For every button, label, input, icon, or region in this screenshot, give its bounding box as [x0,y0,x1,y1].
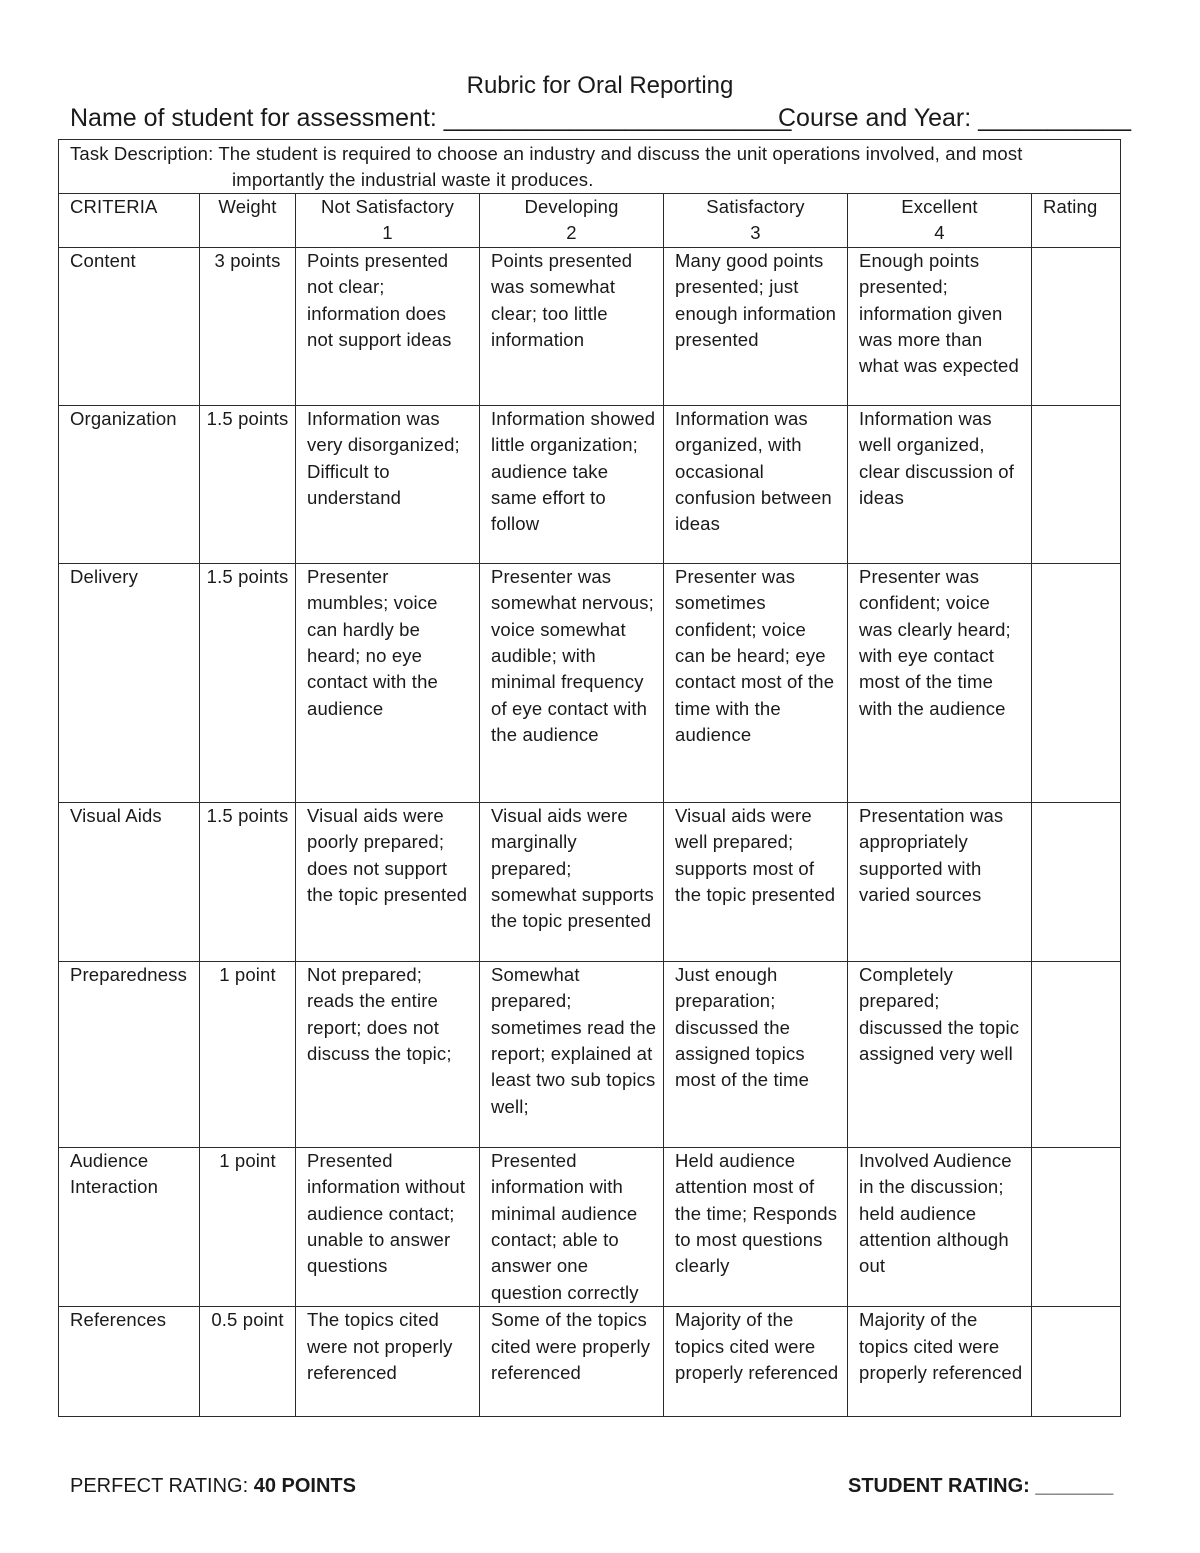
header-weight: Weight [200,194,296,248]
criteria-name: Preparedness [59,961,200,1147]
level-score: 1 [382,222,393,244]
rating-cell[interactable] [1032,961,1121,1147]
header-developing [480,194,664,248]
student-info-line [70,104,1132,138]
criteria-row [59,961,1121,1147]
rating-cell[interactable] [1032,405,1121,563]
level-description: Presentation was appropriately supported with varied sources [848,802,1032,961]
criteria-weight: 0.5 point [200,1307,296,1417]
level-score: 2 [566,222,577,244]
level-score: 3 [750,222,761,244]
level-description: Presenter was somewhat nervous; voice somewhat audible; with minimal frequency of eye contact with the audience [480,563,664,802]
criteria-name: Content [59,247,200,405]
rating-cell[interactable] [1032,802,1121,961]
level-label: Developing [524,196,619,217]
criteria-name: Organization [59,405,200,563]
level-description: Some of the topics cited were properly referenced [480,1307,664,1417]
course-year-field[interactable]: Course and Year: ___________ [778,104,1132,132]
perfect-rating-value: 40 POINTS [253,1475,356,1497]
level-description: Information was organized, with occasional confusion between ideas [664,405,848,563]
level-description: Presenter mumbles; voice can hardly be heard; no eye contact with the audience [296,563,480,802]
level-description: Points presented not clear; information does not support ideas [296,247,480,405]
level-score: 4 [934,222,945,244]
level-description: Information was very disorganized; Difficult to understand [296,405,480,563]
criteria-weight: 1.5 points [200,405,296,563]
header-not-satisfactory [296,194,480,248]
task-description-line-1: Task Description: The student is required to choose an industry and discuss the unit operations involved, and most [70,143,1023,164]
criteria-row [59,1147,1121,1306]
criteria-row [59,247,1121,405]
criteria-weight: 1 point [200,961,296,1147]
level-label: Not Satisfactory [321,196,454,217]
level-description: Involved Audience in the discussion; held audience attention although out [848,1147,1032,1306]
rating-cell[interactable] [1032,247,1121,405]
header-criteria: CRITERIA [59,194,200,248]
perfect-rating [70,1475,356,1498]
criteria-weight: 1 point [200,1147,296,1306]
criteria-row [59,563,1121,802]
table-header-row [59,194,1121,248]
level-description: Visual aids were marginally prepared; somewhat supports the topic presented [480,802,664,961]
level-description: Presenter was sometimes confident; voice can be heard; eye contact most of the time with the audience [664,563,848,802]
criteria-name: References [59,1307,200,1417]
level-description: Visual aids were well prepared; supports most of the topic presented [664,802,848,961]
criteria-name: Delivery [59,563,200,802]
perfect-rating-label: PERFECT RATING: [70,1475,254,1497]
level-description: Majority of the topics cited were properly referenced [848,1307,1032,1417]
rating-cell[interactable] [1032,1307,1121,1417]
task-description-row [59,140,1121,194]
level-label: Satisfactory [706,196,805,217]
criteria-row [59,405,1121,563]
student-name-field[interactable]: Name of student for assessment: _________________________ [70,104,792,132]
task-description [59,140,1121,194]
criteria-row [59,1307,1121,1417]
criteria-weight: 1.5 points [200,563,296,802]
document-title: Rubric for Oral Reporting [466,72,734,99]
level-label: Excellent [901,196,978,217]
level-description: Presenter was confident; voice was clearly heard; with eye contact most of the time with the audience [848,563,1032,802]
level-description: Just enough preparation; discussed the assigned topics most of the time [664,961,848,1147]
level-description: The topics cited were not properly referenced [296,1307,480,1417]
level-description: Information was well organized, clear discussion of ideas [848,405,1032,563]
criteria-name: Audience Interaction [59,1147,200,1306]
level-description: Many good points presented; just enough information presented [664,247,848,405]
rating-cell[interactable] [1032,1147,1121,1306]
level-description: Somewhat prepared; sometimes read the report; explained at least two sub topics well; [480,961,664,1147]
level-description: Presented information with minimal audience contact; able to answer one question correctly [480,1147,664,1306]
level-description: Visual aids were poorly prepared; does not support the topic presented [296,802,480,961]
criteria-row [59,802,1121,961]
criteria-weight: 3 points [200,247,296,405]
header-rating: Rating [1032,194,1121,248]
header-satisfactory [664,194,848,248]
level-description: Majority of the topics cited were properly referenced [664,1307,848,1417]
level-description: Completely prepared; discussed the topic assigned very well [848,961,1032,1147]
rubric-table [58,139,1121,1417]
header-excellent [848,194,1032,248]
student-rating-field[interactable]: STUDENT RATING: _______ [848,1475,1114,1497]
rating-cell[interactable] [1032,563,1121,802]
level-description: Presented information without audience contact; unable to answer questions [296,1147,480,1306]
criteria-weight: 1.5 points [200,802,296,961]
criteria-name: Visual Aids [59,802,200,961]
level-description: Information showed little organization; audience take same effort to follow [480,405,664,563]
level-description: Not prepared; reads the entire report; does not discuss the topic; [296,961,480,1147]
level-description: Enough points presented; information given was more than what was expected [848,247,1032,405]
level-description: Points presented was somewhat clear; too little information [480,247,664,405]
task-description-line-2: importantly the industrial waste it produces. [232,169,594,190]
level-description: Held audience attention most of the time; Responds to most questions clearly [664,1147,848,1306]
